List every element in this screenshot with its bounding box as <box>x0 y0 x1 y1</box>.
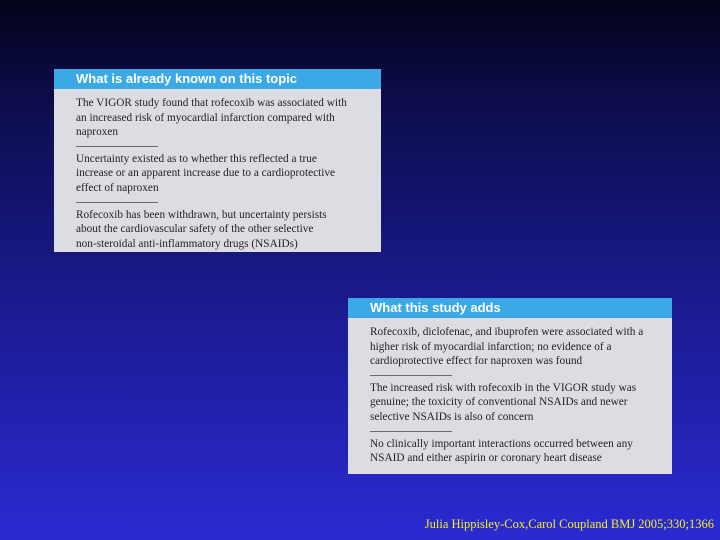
adds-point-2-line-2: genuine; the toxicity of conventional NSAIDs and newer <box>370 396 628 409</box>
known-point-2-line-1: Uncertainty existed as to whether this reflected a true <box>76 152 317 165</box>
known-point-1-line-1: The VIGOR study found that rofecoxib was associated with <box>76 97 347 109</box>
adds-point-1-line-1: Rofecoxib, diclofenac, and ibuprofen were associated with a <box>370 326 644 338</box>
known-point-3-line-1: Rofecoxib has been withdrawn, but uncertainty persists <box>76 208 327 221</box>
adds-point-1-line-3: cardioprotective effect for naproxen was found <box>370 355 583 368</box>
adds-point-2-line-1: The increased risk with rofecoxib in the VIGOR study was <box>370 381 637 394</box>
known-point-2-line-2: increase or an apparent increase due to a cardioprotective <box>76 167 336 180</box>
already-known-body <box>54 89 381 251</box>
known-point-1-line-3: naproxen <box>76 126 119 139</box>
divider <box>76 146 158 147</box>
adds-point-3-line-1: No clinically important interactions occurred between any <box>370 437 633 450</box>
divider <box>370 431 452 432</box>
adds-point-1-line-2: higher risk of myocardial infarction; no evidence of a <box>370 340 612 353</box>
adds-point-2-line-3: selective NSAIDs is also of concern <box>370 410 534 423</box>
adds-point-2 <box>370 381 662 425</box>
already-known-title: What is already known on this topic <box>54 69 381 89</box>
divider <box>76 202 158 203</box>
known-point-1 <box>76 96 371 140</box>
known-point-2-line-3: effect of naproxen <box>76 181 159 194</box>
study-adds-box <box>348 298 672 474</box>
already-known-box <box>54 69 381 252</box>
known-point-3 <box>76 208 371 252</box>
adds-point-3 <box>370 437 662 466</box>
adds-point-3-line-2: NSAID and either aspirin or coronary heart disease <box>370 452 602 465</box>
known-point-3-line-3: non-steroidal anti-inflammatory drugs (NSAIDs) <box>76 237 298 250</box>
adds-point-1 <box>370 325 662 369</box>
known-point-1-line-2: an increased risk of myocardial infarction compared with <box>76 111 335 124</box>
known-point-2 <box>76 152 371 196</box>
known-point-3-line-2: about the cardiovascular safety of the other selective <box>76 223 314 236</box>
divider <box>370 375 452 376</box>
study-adds-title: What this study adds <box>348 298 672 318</box>
study-adds-body <box>348 318 672 466</box>
citation: Julia Hippisley-Cox,Carol Coupland BMJ 2005;330;1366 <box>424 517 714 531</box>
